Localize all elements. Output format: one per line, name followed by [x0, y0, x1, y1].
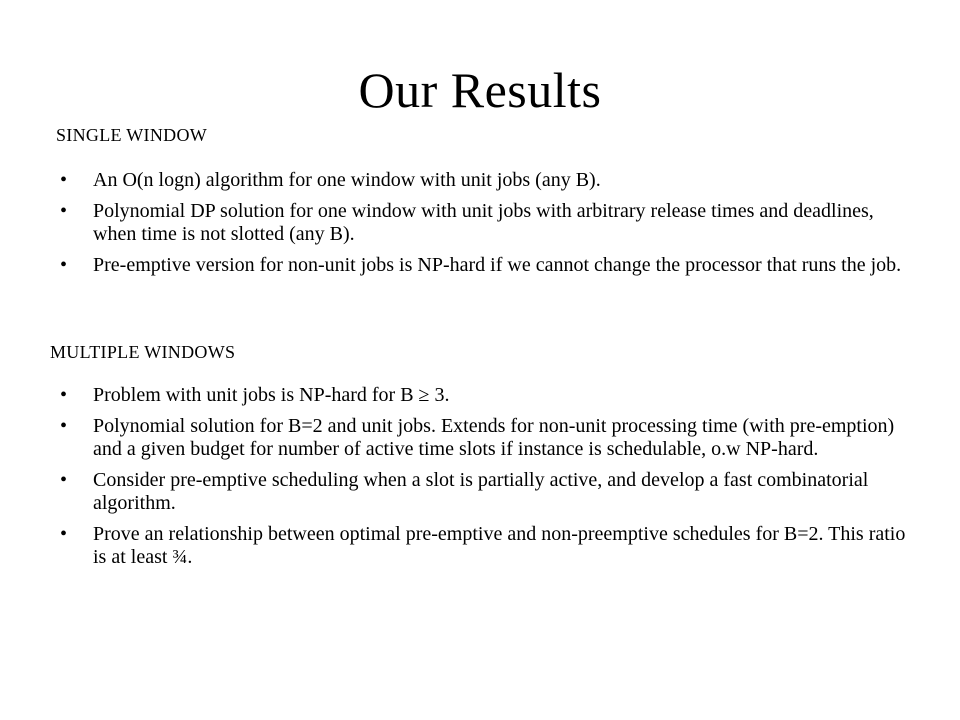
bullet-text: Problem with unit jobs is NP-hard for B ≥ 3. — [93, 384, 450, 406]
multiple-windows-bullet-list — [60, 384, 920, 577]
slide-title: Our Results — [358, 62, 602, 118]
list-item — [60, 415, 920, 461]
bullet-icon: • — [60, 200, 68, 222]
list-item — [60, 469, 920, 515]
bullet-icon: • — [60, 254, 68, 276]
bullet-text: Pre-emptive version for non-unit jobs is NP-hard if we cannot change the processor that runs the job. — [93, 254, 902, 276]
bullet-text: Consider pre-emptive scheduling when a slot is partially active, and develop a fast combinatorial algorithm. — [93, 469, 869, 514]
list-item — [60, 523, 920, 569]
bullet-icon: • — [60, 384, 68, 406]
section-heading-multiple-windows: MULTIPLE WINDOWS — [50, 342, 236, 362]
single-window-bullet-list — [60, 169, 920, 285]
bullet-text: An O(n logn) algorithm for one window with unit jobs (any B). — [93, 169, 601, 191]
bullet-icon: • — [60, 523, 68, 545]
bullet-icon: • — [60, 469, 68, 491]
list-item — [60, 200, 920, 246]
list-item — [60, 254, 920, 277]
bullet-text: Polynomial solution for B=2 and unit jobs. Extends for non-unit processing time (with pre-emption) and a given budget for number of active time slots if instance is schedulable, o.w NP-hard. — [93, 415, 895, 460]
section-heading-single-window: SINGLE WINDOW — [56, 125, 208, 145]
bullet-text: Polynomial DP solution for one window with unit jobs with arbitrary release times and deadlines, when time is not slotted (any B). — [93, 200, 874, 245]
list-item — [60, 169, 920, 192]
list-item — [60, 384, 920, 407]
bullet-icon: • — [60, 415, 68, 437]
bullet-icon: • — [60, 169, 68, 191]
bullet-text: Prove an relationship between optimal pre-emptive and non-preemptive schedules for B=2. This ratio is at least ¾. — [93, 523, 906, 568]
